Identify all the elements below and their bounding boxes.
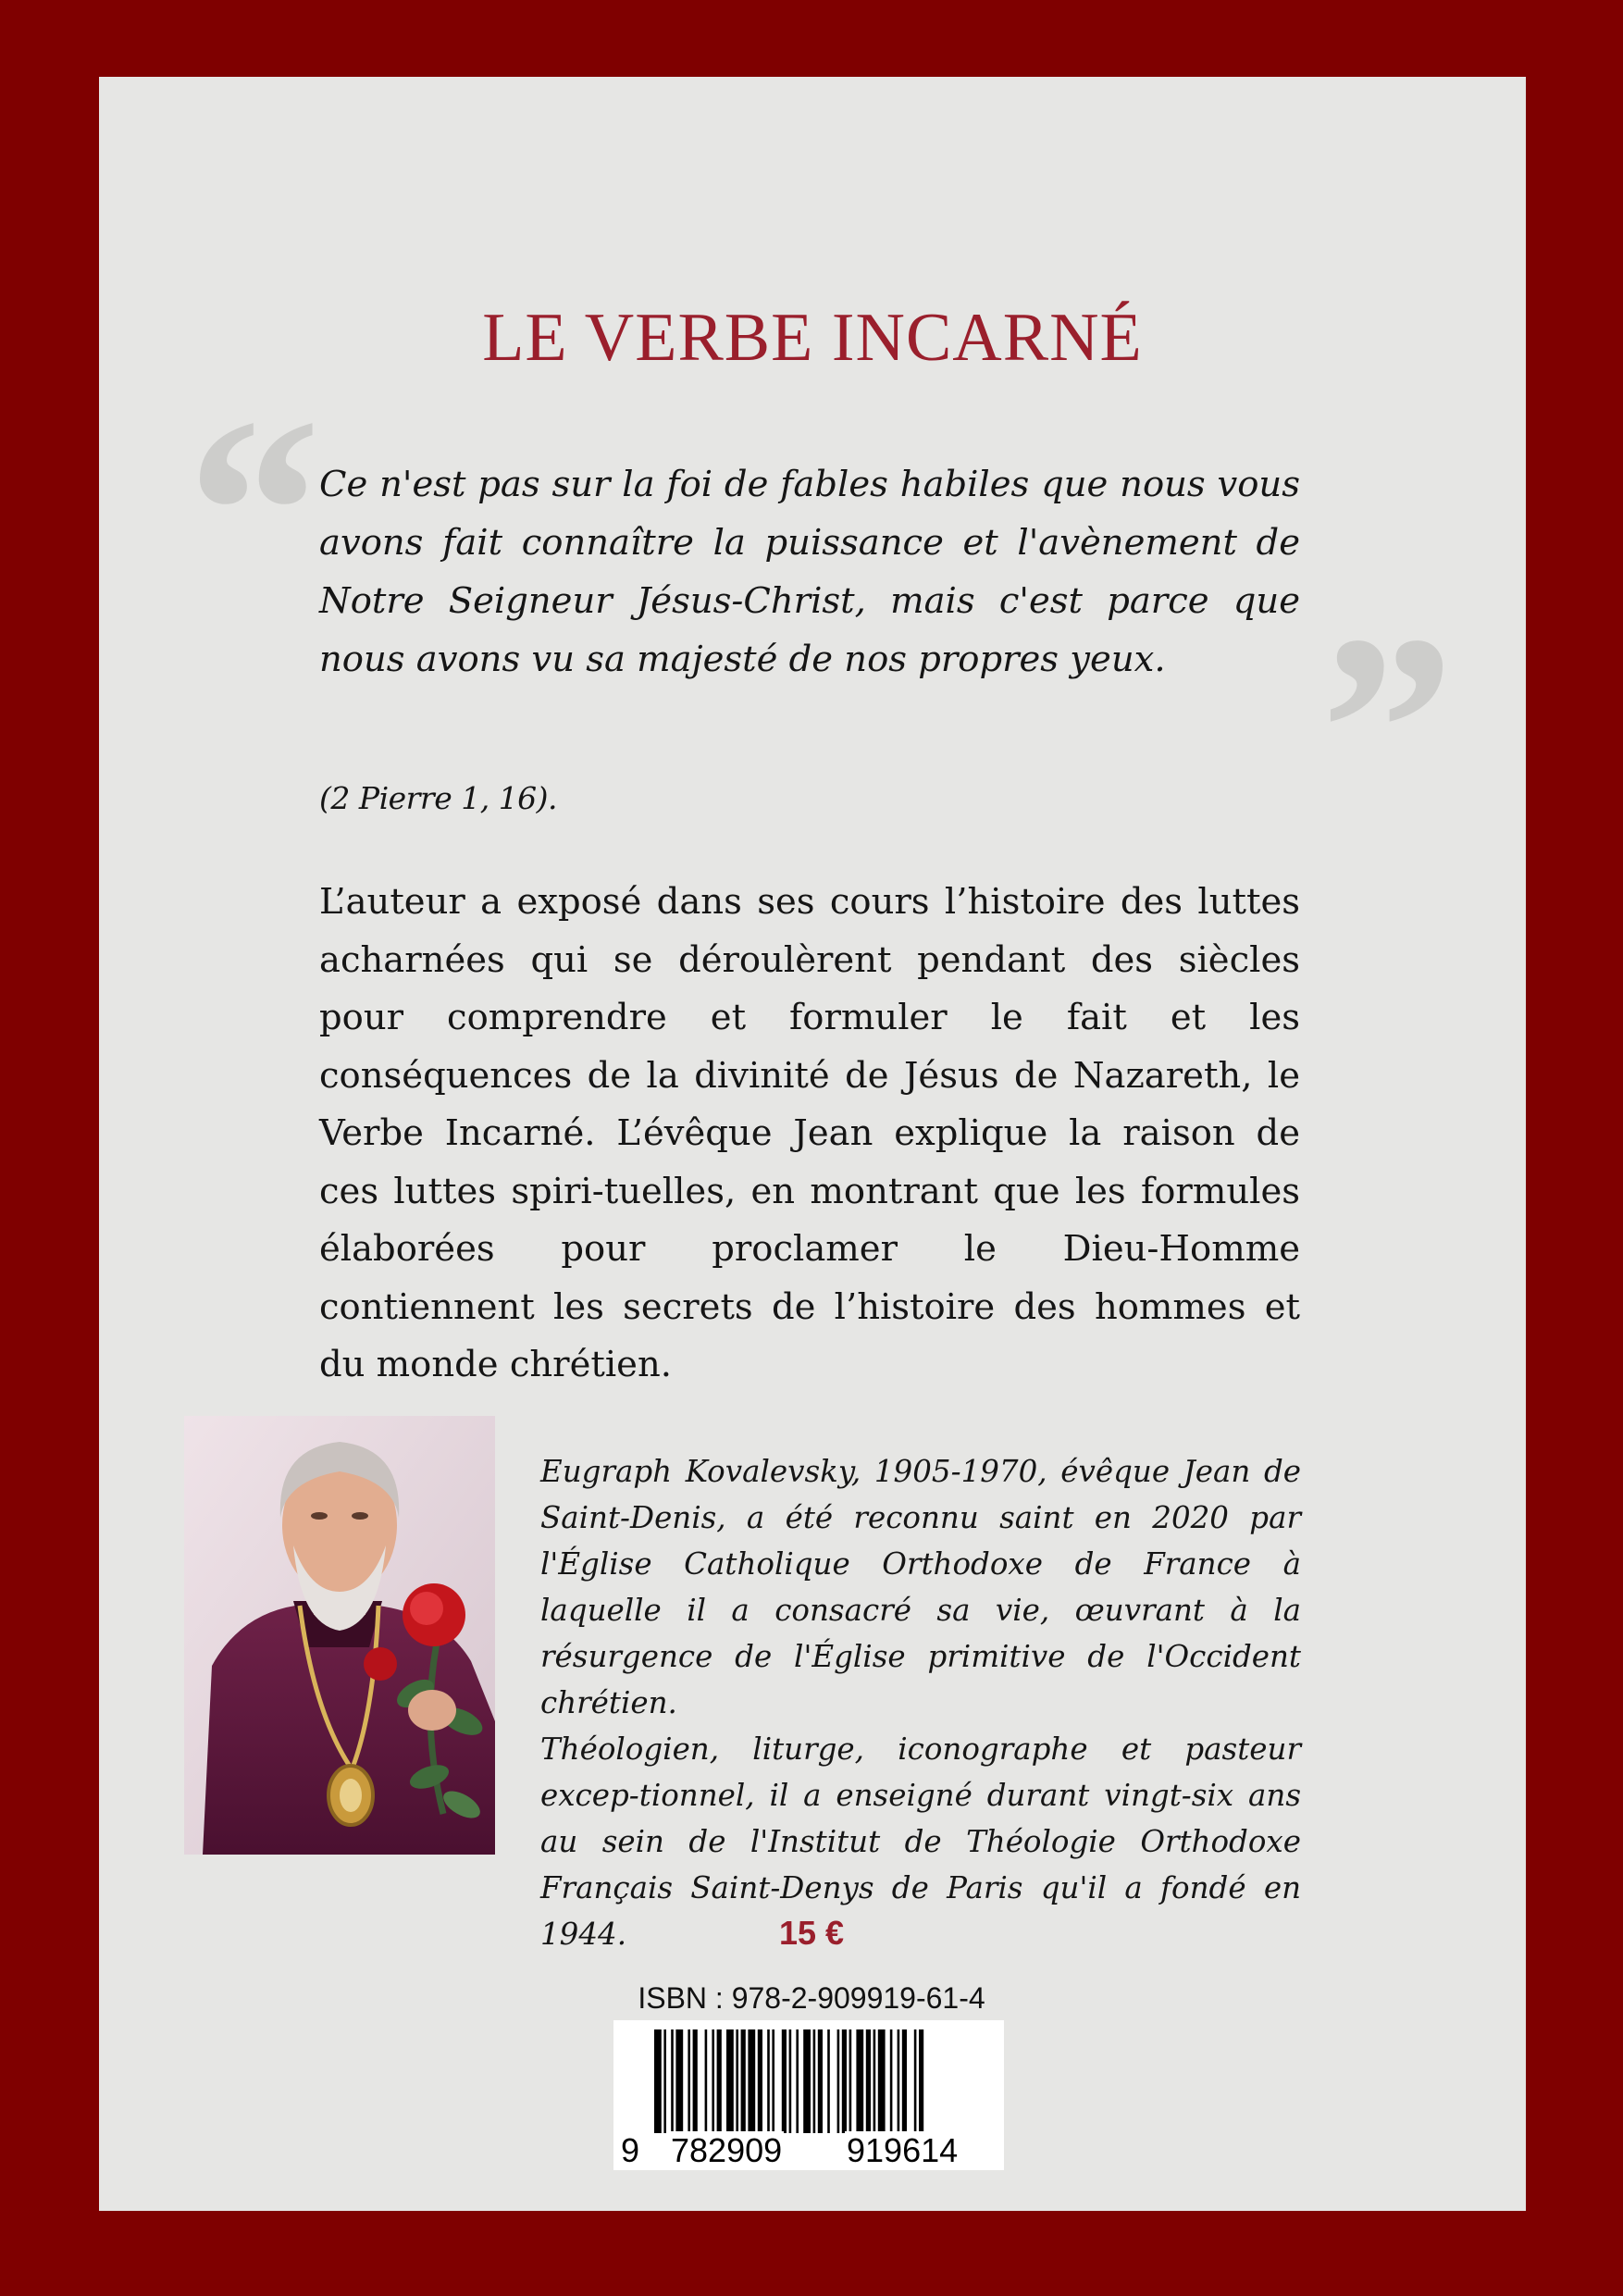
isbn-label: ISBN : 978-2-909919-61-4 [638,1981,985,2015]
epigraph-reference: (2 Pierre 1, 16). [319,780,558,816]
barcode-bar [693,2029,698,2133]
close-quote-mark: ” [1320,580,1455,877]
barcode-right-group: 919614 [847,2131,959,2169]
barcode-bar [803,2029,811,2133]
barcode-first-digit: 9 [621,2131,640,2169]
barcode-left-group: 782909 [671,2131,783,2169]
barcode-bar [837,2029,840,2133]
barcode-bar [741,2029,746,2133]
barcode-bar [758,2029,762,2133]
barcode-bar [902,2029,907,2133]
barcode-bar [849,2029,852,2133]
barcode-bar [671,2029,674,2133]
barcode-bar [717,2029,722,2133]
barcode-bar [842,2029,847,2133]
barcode-bar [712,2029,714,2133]
barcode-bar [789,2029,792,2133]
price-label: 15 € [778,1914,845,1952]
barcode-bar [914,2029,917,2133]
author-bio-paragraph: Eugraph Kovalevsky, 1905-1970, évêque Jean de Saint-Denis, a été reconnu saint en 2020 par l'Église Catholique Orthodoxe de France à laquelle il a consacré sa vie, œuvrant à la résurgence de l'Église primitive de l'Occident chrétien. [540,1454,1301,1720]
barcode-bar [663,2029,666,2133]
barcode-bar [726,2029,734,2133]
isbn-barcode [613,2020,1004,2170]
barcode-bar [654,2029,662,2133]
barcode-bar [919,2029,923,2133]
epigraph-quote: Ce n'est pas sur la foi de fables habiles que nous vous avons fait connaître la puissance et l'avènement de Notre Seigneur Jésus-Christ, mais c'est parce que nous avons vu sa majesté de nos propres yeux. [319,464,1300,680]
barcode-bar [782,2029,787,2133]
barcode-bar [878,2029,886,2133]
barcode-bar [675,2029,683,2133]
author-bio-paragraph: Théologien, liturge, iconographe et pasteur excep-tionnel, il a enseigné durant vingt-six ans au sein de l'Institut de Théologie Orthodoxe Français Saint-Denys de Paris qu'il a fondé en 1944. [540,1731,1301,1952]
barcode-digits [613,2131,1004,2168]
barcode-bar [873,2029,876,2133]
barcode-bar [736,2029,738,2133]
author-portrait [184,1416,495,1855]
barcode-bar [767,2029,770,2133]
barcode-bar [772,2029,774,2133]
back-cover [99,77,1526,2211]
author-bio [540,1448,1301,1957]
barcode-bar [748,2029,755,2133]
barcode-bar [866,2029,871,2133]
open-quote-mark: “ [187,363,321,660]
barcode-bar [856,2029,863,2133]
book-title: LE VERBE INCARNÉ [482,300,1143,376]
barcode-bar [688,2029,690,2133]
barcode-bar [818,2029,823,2133]
barcode-bar [890,2029,893,2133]
barcode-bar [827,2029,830,2133]
barcode-bar [813,2029,816,2133]
barcode-bar [796,2029,799,2133]
barcode-bar [898,2029,900,2133]
barcode-bar [705,2029,708,2133]
book-summary: L’auteur a exposé dans ses cours l’histoire des luttes acharnées qui se déroulèrent pendant des siècles pour comprendre et formuler le fait et les conséquences de la divinité de Jésus de Nazareth, le Verbe Incarné. L’évêque Jean explique la raison de ces luttes spiri-tuelles, en montrant que les formules élaborées pour proclamer le Dieu-Homme contiennent les secrets de l’histoire des hommes et du monde chrétien. [319,881,1300,1385]
